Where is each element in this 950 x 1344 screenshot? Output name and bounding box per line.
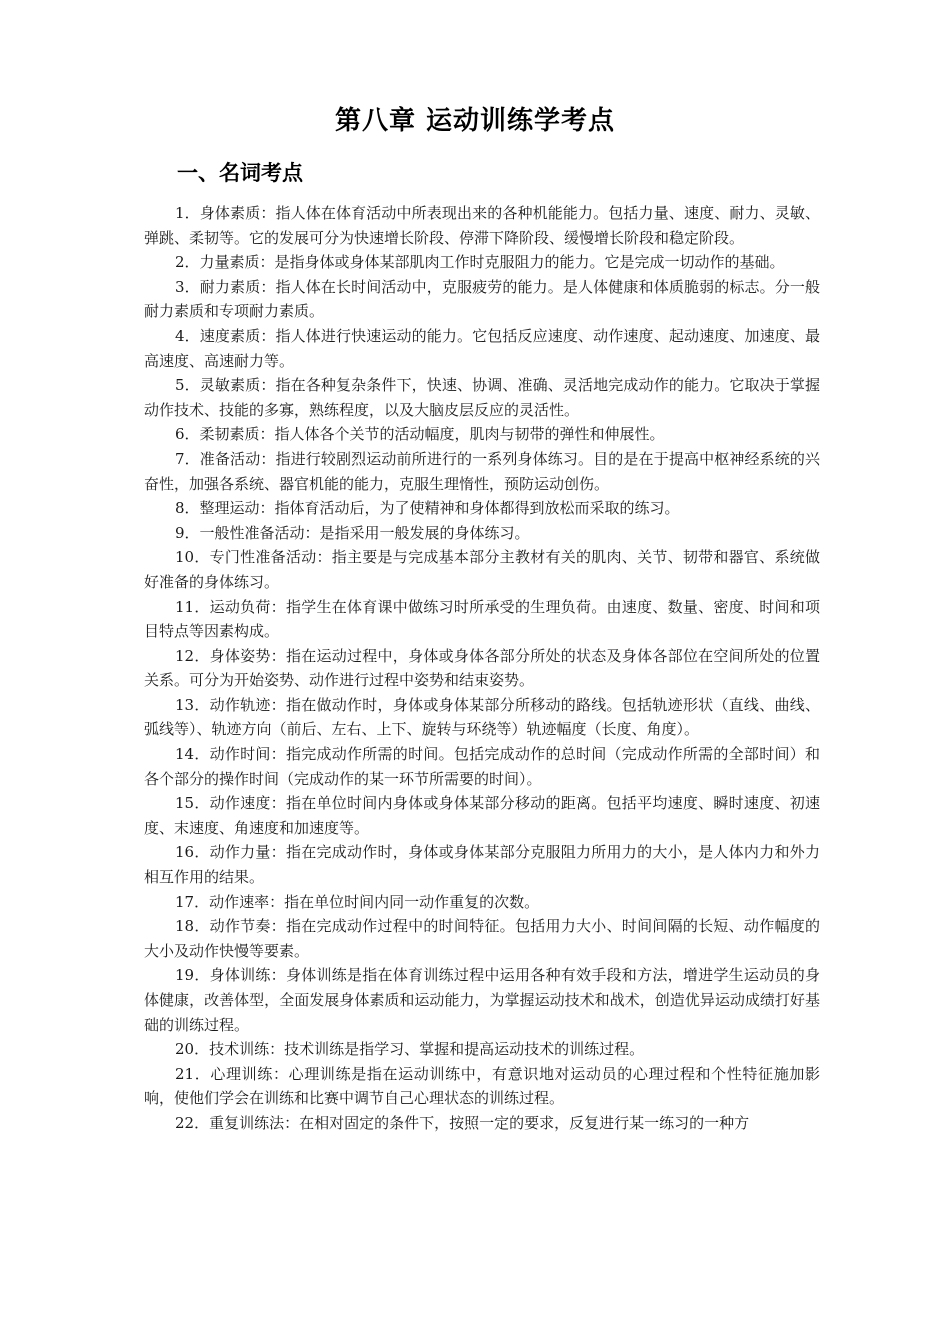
term-entry: 4．速度素质：指人体进行快速运动的能力。它包括反应速度、动作速度、起动速度、加速度、最高速度、高速耐力等。 — [144, 326, 820, 370]
term-entry: 2．力量素质：是指身体或身体某部肌肉工作时克服阻力的能力。它是完成一切动作的基础。 — [175, 253, 785, 272]
term-entry: 7．准备活动：指进行较剧烈运动前所进行的一系列身体练习。目的是在于提高中枢神经系统的兴奋性，加强各系统、器官机能的能力，克服生理惰性，预防运动创伤。 — [144, 449, 820, 493]
term-entry: 11．运动负荷：指学生在体育课中做练习时所承受的生理负荷。由速度、数量、密度、时间和项目特点等因素构成。 — [144, 597, 820, 641]
term-entry: 8．整理运动：指体育活动后，为了使精神和身体都得到放松而采取的练习。 — [175, 499, 680, 518]
term-entry: 10．专门性准备活动：指主要是与完成基本部分主教材有关的肌肉、关节、韧带和器官、系统做好准备的身体练习。 — [144, 548, 820, 591]
term-entry: 20．技术训练：技术训练是指学习、掌握和提高运动技术的训练过程。 — [175, 1040, 645, 1059]
term-entry: 16．动作力量：指在完成动作时，身体或身体某部分克服阻力所用力的大小，是人体内力和外力相互作用的结果。 — [144, 843, 820, 887]
section-heading: 一、名词考点 — [177, 161, 303, 185]
term-entry: 6．柔韧素质：指人体各个关节的活动幅度，肌肉与韧带的弹性和伸展性。 — [175, 425, 665, 444]
term-entry: 21．心理训练：心理训练是指在运动训练中，有意识地对运动员的心理过程和个性特征施加影响，使他们学会在训练和比赛中调节自己心理状态的训练过程。 — [144, 1064, 820, 1108]
chapter-title: 第八章 运动训练学考点 — [334, 106, 616, 136]
term-entry: 3．耐力素质：指人体在长时间活动中，克服疲劳的能力。是人体健康和体质脆弱的标志。分一般耐力素质和专项耐力素质。 — [144, 277, 820, 321]
term-entry: 17．动作速率：指在单位时间内同一动作重复的次数。 — [175, 892, 540, 911]
term-entry: 9．一般性准备活动：是指采用一般发展的身体练习。 — [175, 523, 530, 542]
term-entry: 13．动作轨迹：指在做动作时，身体或身体某部分所移动的路线。包括轨迹形状（直线、曲线、弧线等）、轨迹方向（前后、左右、上下、旋转与环绕等）轨迹幅度（长度、角度）。 — [144, 695, 820, 739]
term-entry: 18．动作节奏：指在完成动作过程中的时间特征。包括用力大小、时间间隔的长短、动作幅度的大小及动作快慢等要素。 — [144, 917, 820, 960]
body-text — [144, 201, 820, 1136]
term-entry: 1．身体素质：指人体在体育活动中所表现出来的各种机能能力。包括力量、速度、耐力、灵敏、弹跳、柔韧等。它的发展可分为快速增长阶段、停滞下降阶段、缓慢增长阶段和稳定阶段。 — [144, 204, 820, 247]
term-entry: 15．动作速度：指在单位时间内身体或身体某部分移动的距离。包括平均速度、瞬时速度、初速度、末速度、角速度和加速度等。 — [144, 794, 820, 837]
term-entry: 5．灵敏素质：指在各种复杂条件下，快速、协调、准确、灵活地完成动作的能力。它取决于掌握动作技术、技能的多寡，熟练程度，以及大脑皮层反应的灵活性。 — [144, 376, 820, 419]
term-entry: 12．身体姿势：指在运动过程中，身体或身体各部分所处的状态及身体各部位在空间所处的位置关系。可分为开始姿势、动作进行过程中姿势和结束姿势。 — [144, 646, 820, 690]
term-entry: 22．重复训练法：在相对固定的条件下，按照一定的要求，反复进行某一练习的一种方 — [175, 1113, 750, 1132]
term-entry: 19．身体训练：身体训练是指在体育训练过程中运用各种有效手段和方法，增进学生运动员的身体健康，改善体型，全面发展身体素质和运动能力，为掌握运动技术和战术，创造优异运动成绩打好基础的训练过程。 — [144, 966, 820, 1034]
term-entry: 14．动作时间：指完成动作所需的时间。包括完成动作的总时间（完成动作所需的全部时间）和各个部分的操作时间（完成动作的某一环节所需要的时间）。 — [144, 745, 820, 788]
